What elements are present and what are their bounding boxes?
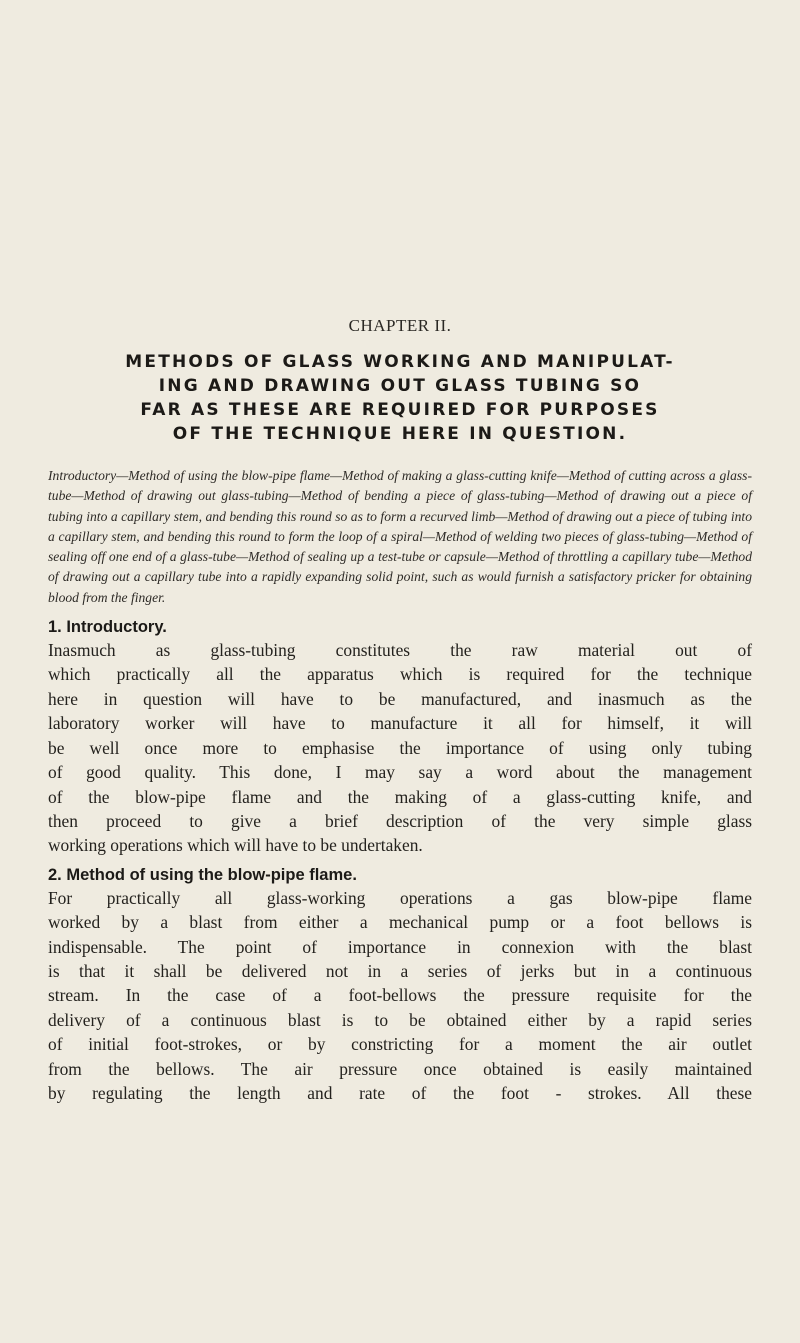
paragraph-line: Inasmuch as glass-tubing constitutes the raw material out of xyxy=(48,640,752,661)
chapter-title xyxy=(48,350,752,446)
book-page xyxy=(48,0,752,1105)
paragraph-line: working operations which will have to be undertaken. xyxy=(48,835,423,856)
paragraph-line: by regulating the length and rate of the foot - strokes. All these xyxy=(48,1082,752,1103)
paragraph-line: of the blow-pipe flame and the making of a glass-cutting knife, and xyxy=(48,786,752,807)
paragraph-line: which practically all the apparatus which is required for the technique xyxy=(48,664,752,685)
chapter-number: CHAPTER II. xyxy=(348,316,452,335)
section-paragraph-introductory xyxy=(48,638,752,858)
paragraph-line: of initial foot-strokes, or by constricting for a moment the air outlet xyxy=(48,1034,752,1055)
chapter-summary: Introductory—Method of using the blow-pipe flame—Method of making a glass-cutting knife—Method of cutting across a glass-tube—Method of drawing out glass-tubing—Method of bending a piece of glass-tubing—Method of drawing out a piece of tubing into a capillary stem, and bending this round so as to form a recurved limb—Method of drawing out a piece of tubing into a capillary stem, and bending this round to form the loop of a spiral—Method of welding two pieces of glass-tubing—Method of sealing off one end of a glass-tube—Method of sealing up a test-tube or capsule—Method of throttling a capillary tube—Method of drawing out a capillary tube into a rapidly expanding solid point, such as would furnish a satisfactory pricker for obtaining blood from the finger. xyxy=(48,468,752,605)
paragraph-line: worked by a blast from either a mechanical pump or a foot bellows is xyxy=(48,912,752,933)
paragraph-line: of good quality. This done, I may say a word about the management xyxy=(48,762,752,783)
paragraph-line: be well once more to emphasise the importance of using only tubing xyxy=(48,737,752,758)
chapter-title-line: OF THE TECHNIQUE HERE IN QUESTION. xyxy=(172,424,628,444)
section-heading-introductory: 1. Introductory. xyxy=(48,618,167,637)
paragraph-line: then proceed to give a brief description of the very simple glass xyxy=(48,810,752,831)
chapter-title-line: ING AND DRAWING OUT GLASS TUBING SO xyxy=(158,376,642,396)
paragraph-line: is that it shall be delivered not in a series of jerks but in a continuous xyxy=(48,960,752,981)
chapter-title-line: METHODS OF GLASS WORKING AND MANIPULAT- xyxy=(125,352,675,372)
paragraph-line: from the bellows. The air pressure once obtained is easily maintained xyxy=(48,1058,752,1079)
chapter-title-line: FAR AS THESE ARE REQUIRED FOR PURPOSES xyxy=(140,400,660,420)
paragraph-line: indispensable. The point of importance in connexion with the blast xyxy=(48,936,752,957)
paragraph-line: stream. In the case of a foot-bellows the pressure requisite for the xyxy=(48,985,752,1006)
paragraph-line: delivery of a continuous blast is to be obtained either by a rapid series xyxy=(48,1009,752,1030)
paragraph-line: here in question will have to be manufactured, and inasmuch as the xyxy=(48,688,752,709)
paragraph-line: For practically all glass-working operations a gas blow-pipe flame xyxy=(48,887,752,908)
section-paragraph-blow-pipe xyxy=(48,886,752,1106)
section-heading-blow-pipe: 2. Method of using the blow-pipe flame. xyxy=(48,865,357,884)
paragraph-line: laboratory worker will have to manufacture it all for himself, it will xyxy=(48,713,752,734)
